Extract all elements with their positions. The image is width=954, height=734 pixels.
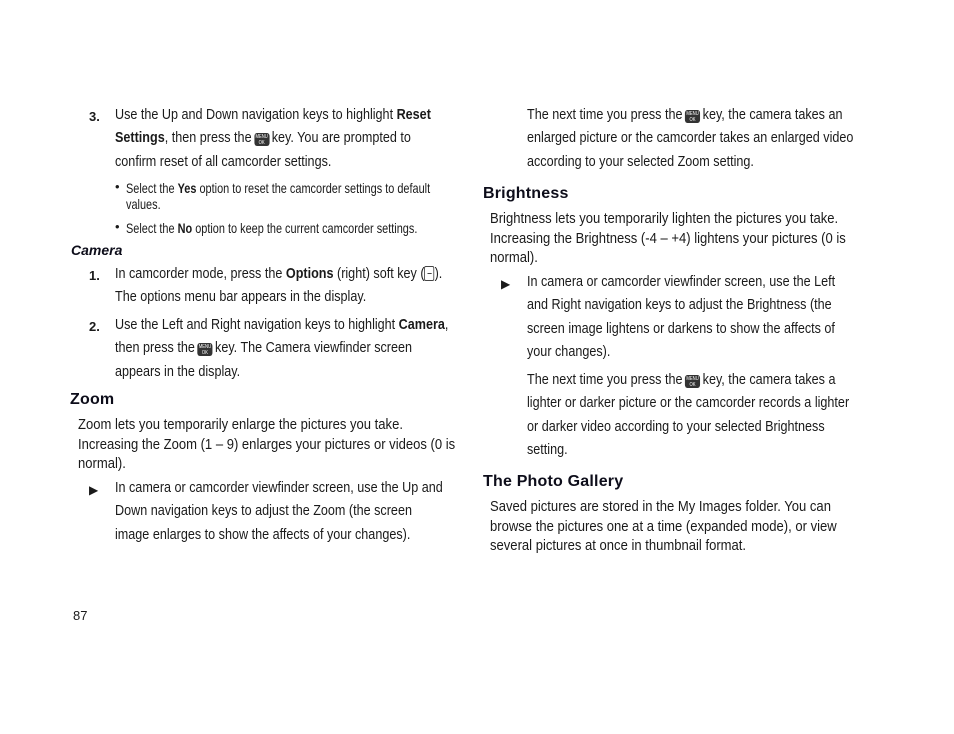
zoom-step-line-2: Down navigation keys to adjust the Zoom (the screen xyxy=(115,502,412,519)
step-number: 2. xyxy=(89,319,100,334)
menu-ok-key-icon: MENU OK xyxy=(198,344,212,356)
photo-gallery-heading: The Photo Gallery xyxy=(483,473,624,490)
zoom-heading: Zoom xyxy=(70,391,115,408)
brightness-paragraph-line: normal). xyxy=(490,250,538,266)
bullet-no-line: Select the No option to keep the current camcorder settings. xyxy=(126,220,418,236)
brightness-step-line-3: screen image lightens or darkens to show the affects of xyxy=(527,320,835,337)
photo-gallery-paragraph xyxy=(490,498,870,557)
camera-heading: Camera xyxy=(71,242,123,258)
step-3-line-1: Use the Up and Down navigation keys to highlight Reset xyxy=(115,106,431,123)
camera-step-2-line-2: then press the MENU OK key. The Camera viewfinder screen xyxy=(115,339,413,356)
zoom-paragraph-line: Zoom lets you temporarily enlarge the pictures you take. xyxy=(78,417,403,433)
camera-step-1-line-1: In camcorder mode, press the Options (right) soft key ( ). xyxy=(115,265,443,282)
step-number: 1. xyxy=(89,268,100,283)
photo-gallery-paragraph-line: Saved pictures are stored in the My Images folder. You can xyxy=(490,499,831,515)
zoom-step-line-1: In camera or camcorder viewfinder screen, use the Up and xyxy=(115,479,443,496)
play-arrow-icon: ▶ xyxy=(89,483,99,497)
play-arrow-icon: ▶ xyxy=(501,277,511,291)
photo-gallery-paragraph-line: several pictures at once in thumbnail format. xyxy=(490,538,747,554)
brightness-paragraph-line: Brightness lets you temporarily lighten the pictures you take. xyxy=(490,211,839,227)
zoom-paragraph-line: Increasing the Zoom (1 – 9) enlarges your pictures or videos (0 is xyxy=(78,436,456,453)
step-3-line-2: Settings, then press the MENU OK key. You are prompted to xyxy=(115,129,411,146)
photo-gallery-paragraph-line: browse the pictures one at a time (expanded mode), or view xyxy=(490,518,837,535)
menu-ok-key-icon: MENU OK xyxy=(686,111,699,123)
brightness-next-line-3: or darker video according to your selected Brightness xyxy=(527,418,825,435)
bullet-yes-line-2: values. xyxy=(126,196,161,212)
page-number: 87 xyxy=(73,608,88,623)
step-3-line-3: confirm reset of all camcorder settings. xyxy=(115,153,332,170)
zoom-paragraph xyxy=(78,416,458,475)
brightness-paragraph xyxy=(490,210,870,269)
menu-ok-key-icon: MENU OK xyxy=(255,134,268,146)
bullet-dot: • xyxy=(115,219,120,234)
bullet-dot: • xyxy=(115,179,120,194)
zoom-next-line-2: enlarged picture or the camcorder takes an enlarged video xyxy=(527,129,854,146)
zoom-next-line-1: The next time you press the MENU OK key, the camera takes an xyxy=(527,106,843,123)
camera-step-2-line-1: Use the Left and Right navigation keys to highlight Camera, xyxy=(115,316,449,333)
menu-ok-key-icon: MENU OK xyxy=(686,376,699,388)
zoom-step-line-3: image enlarges to show the affects of your changes). xyxy=(115,526,411,543)
brightness-next-line-4: setting. xyxy=(527,441,568,458)
brightness-heading: Brightness xyxy=(483,185,569,202)
brightness-step-line-2: and Right navigation keys to adjust the Brightness (the xyxy=(527,296,832,313)
zoom-paragraph-line: normal). xyxy=(78,456,126,472)
step-number: 3. xyxy=(89,109,100,124)
brightness-next-line-1: The next time you press the MENU OK key, the camera takes a xyxy=(527,371,836,388)
bullet-yes-line-1: Select the Yes option to reset the camcorder settings to default xyxy=(126,180,431,196)
brightness-step-line-1: In camera or camcorder viewfinder screen, use the Left xyxy=(527,273,836,290)
right-soft-key-icon xyxy=(425,266,435,281)
camera-step-1-line-2: The options menu bar appears in the display. xyxy=(115,288,367,305)
camera-step-2-line-3: appears in the display. xyxy=(115,363,241,380)
zoom-next-line-3: according to your selected Zoom setting. xyxy=(527,153,754,170)
brightness-next-line-2: lighter or darker picture or the camcorder records a lighter xyxy=(527,394,850,411)
brightness-paragraph-line: Increasing the Brightness (-4 – +4) lightens your pictures (0 is xyxy=(490,230,846,247)
brightness-step-line-4: your changes). xyxy=(527,343,611,360)
